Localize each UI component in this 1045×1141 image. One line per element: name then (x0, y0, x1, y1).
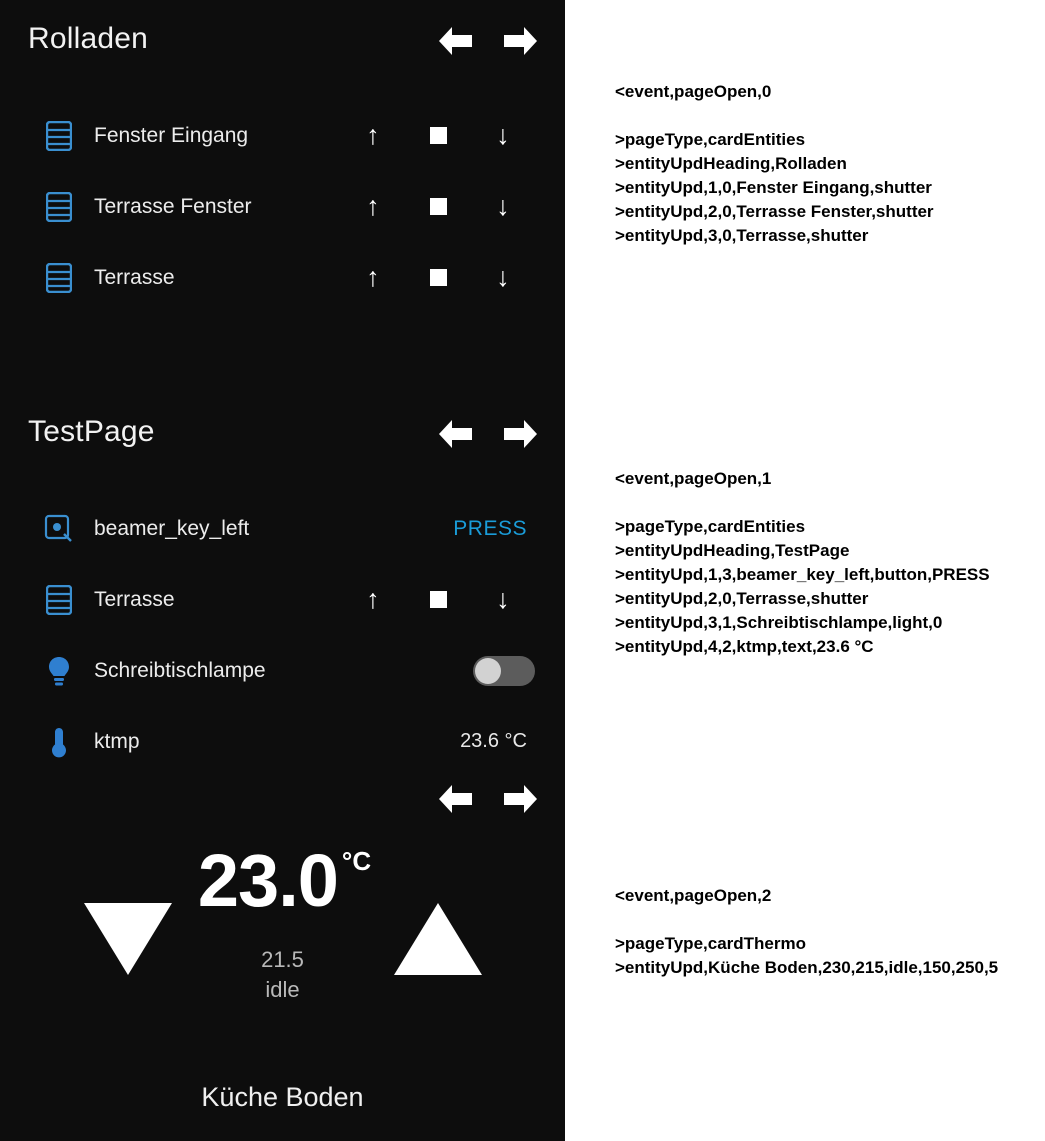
log-line: >entityUpdHeading,Rolladen (615, 154, 847, 173)
shutter-stop-button[interactable] (421, 198, 455, 216)
shutter-up-button[interactable]: ↑ (366, 191, 380, 221)
list-item[interactable] (0, 100, 565, 171)
log-event-line: <event,pageOpen,1 (615, 469, 772, 488)
stop-square-icon (430, 127, 447, 144)
log-event-line: <event,pageOpen,0 (615, 82, 772, 101)
shutter-down-button[interactable]: ↓ (496, 191, 510, 221)
page-title: Rolladen (28, 22, 149, 55)
list-item[interactable] (0, 635, 565, 706)
log-line: >pageType,cardEntities (615, 517, 806, 536)
log-line: >entityUpd,4,2,ktmp,text,23.6 °C (615, 637, 874, 656)
log-group (615, 884, 998, 980)
log-line: >entityUpd,2,0,Terrasse,shutter (615, 589, 869, 608)
thermostat-name: Küche Boden (201, 1082, 364, 1112)
shutter-stop-button[interactable] (421, 127, 455, 145)
card-entities-rolladen (0, 22, 565, 295)
list-item-label: Terrasse Fenster (94, 194, 252, 218)
shutter-icon (42, 261, 76, 295)
light-toggle-switch[interactable] (473, 656, 535, 686)
button-icon (42, 512, 76, 546)
log-line: >entityUpd,Küche Boden,230,215,idle,150,250,5 (615, 958, 999, 977)
press-button[interactable]: PRESS (453, 516, 527, 540)
stop-square-icon (430, 198, 447, 215)
log-line: >pageType,cardEntities (615, 130, 806, 149)
list-item-label: Fenster Eingang (94, 123, 249, 147)
list-item-label: Schreibtischlampe (94, 658, 266, 682)
toggle-knob (475, 658, 501, 684)
list-item (0, 706, 565, 777)
next-page-arrow-icon[interactable] (501, 24, 541, 58)
light-icon (42, 654, 76, 688)
log-line: >entityUpdHeading,TestPage (615, 541, 850, 560)
shutter-down-button[interactable]: ↓ (496, 120, 510, 150)
page-title: TestPage (28, 415, 155, 448)
shutter-up-button[interactable]: ↑ (366, 584, 380, 614)
log-line: >entityUpd,3,0,Terrasse,shutter (615, 226, 869, 245)
shutter-up-button[interactable]: ↑ (366, 262, 380, 292)
current-temperature (0, 838, 565, 923)
card-entities-testpage (0, 415, 565, 759)
status-badge: idle (265, 977, 300, 1002)
shutter-down-button[interactable]: ↓ (496, 584, 510, 614)
log-line: >entityUpd,2,0,Terrasse Fenster,shutter (615, 202, 934, 221)
shutter-down-button[interactable]: ↓ (496, 262, 510, 292)
log-line: >pageType,cardThermo (615, 934, 806, 953)
nav-arrows (435, 782, 541, 816)
nav-arrows (435, 417, 541, 451)
shutter-stop-button[interactable] (421, 269, 455, 287)
list-item[interactable] (0, 171, 565, 242)
log-line: >entityUpd,1,0,Fenster Eingang,shutter (615, 178, 932, 197)
shutter-up-button[interactable]: ↑ (366, 120, 380, 150)
list-item[interactable] (0, 564, 565, 635)
shutter-stop-button[interactable] (421, 591, 455, 609)
prev-page-arrow-icon[interactable] (435, 782, 475, 816)
prev-page-arrow-icon[interactable] (435, 417, 475, 451)
list-item[interactable] (0, 242, 565, 313)
card-header (0, 22, 565, 82)
current-temperature-value: 23.0 (197, 839, 338, 922)
next-page-arrow-icon[interactable] (501, 417, 541, 451)
log-group (615, 80, 934, 248)
log-event-line: <event,pageOpen,2 (615, 886, 772, 905)
stop-square-icon (430, 591, 447, 608)
list-item-label: beamer_key_left (94, 516, 250, 540)
card-header (0, 415, 565, 475)
log-line: >entityUpd,1,3,beamer_key_left,button,PRESS (615, 565, 990, 584)
thermometer-icon (42, 725, 76, 759)
list-item-label: Terrasse (94, 265, 175, 289)
prev-page-arrow-icon[interactable] (435, 24, 475, 58)
shutter-icon (42, 190, 76, 224)
temperature-value: 23.6 °C (460, 730, 527, 752)
temperature-unit: °C (341, 846, 372, 876)
target-temperature: 21.5 (261, 947, 304, 972)
log-line: >entityUpd,3,1,Schreibtischlampe,light,0 (615, 613, 943, 632)
stop-square-icon (430, 269, 447, 286)
shutter-icon (42, 119, 76, 153)
list-item[interactable] (0, 493, 565, 564)
nav-arrows (435, 24, 541, 58)
list-item-label: Terrasse (94, 587, 175, 611)
log-group (615, 467, 990, 659)
next-page-arrow-icon[interactable] (501, 782, 541, 816)
serial-log-panel (565, 0, 1045, 1141)
list-item-label: ktmp (94, 729, 140, 753)
shutter-icon (42, 583, 76, 617)
